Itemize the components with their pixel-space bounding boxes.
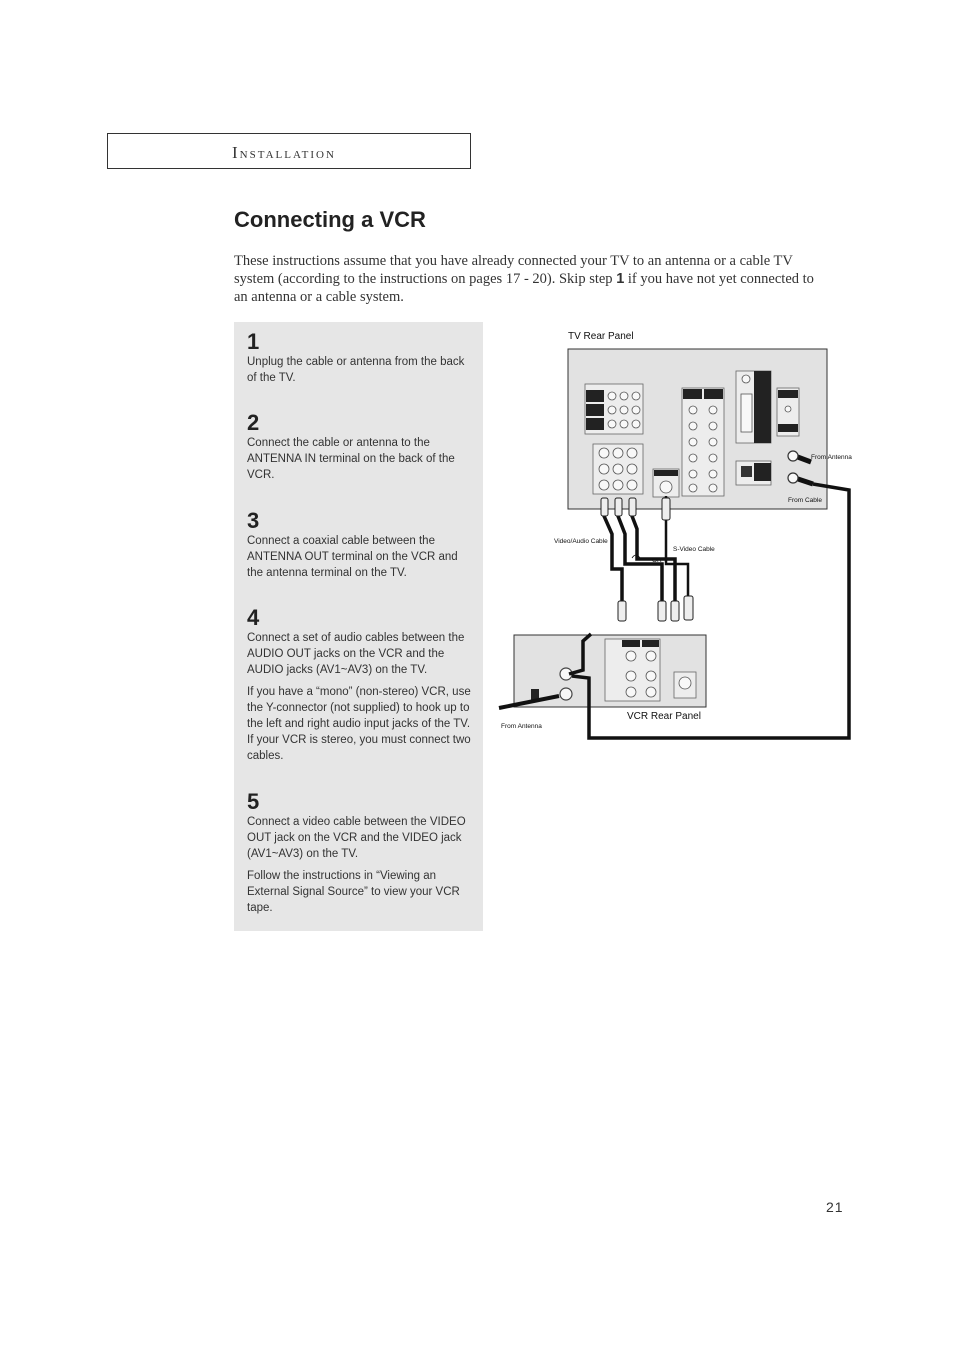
step-2	[247, 412, 475, 483]
steps-panel	[234, 322, 483, 931]
step-4	[247, 607, 475, 764]
tv-antenna-terminals	[777, 388, 799, 436]
vcr-s-video-out-jack	[674, 672, 696, 698]
step-text: Connect a video cable between the VIDEO OUT jack on the VCR and the VIDEO jack (AV1~AV3) on the TV.	[247, 816, 466, 860]
vcr-side-plugs	[618, 596, 693, 621]
vcr-rear-panel-label: VCR Rear Panel	[627, 711, 701, 722]
page-title: Connecting a VCR	[234, 207, 426, 232]
intro-text-end: if you have not yet connected to an antenna or a cable system.	[234, 271, 814, 305]
step-5	[247, 791, 475, 916]
tv-monitor-port-block	[736, 371, 771, 443]
step-number: 1	[247, 329, 260, 354]
tv-optical-port	[736, 461, 771, 485]
step-text: Unplug the cable or antenna from the back of the TV.	[247, 356, 465, 384]
step-1	[247, 331, 475, 386]
step-text: Connect a coaxial cable between the ANTENNA OUT terminal on the VCR and the antenna terminal on the TV.	[247, 535, 458, 579]
from-antenna-label-tv: From Antenna	[811, 454, 852, 461]
step-number: 4	[247, 605, 260, 630]
step-number: 3	[247, 508, 260, 533]
step-number: 5	[247, 789, 260, 814]
video-audio-cable-label: Video/Audio Cable	[554, 538, 608, 545]
tv-s-video-jack	[653, 469, 679, 497]
step-3	[247, 510, 475, 581]
tv-av-jack-grid	[593, 444, 643, 494]
s-video-cable-label: S-Video Cable	[673, 546, 715, 553]
intro-paragraph	[234, 252, 814, 306]
step-text: Connect a set of audio cables between the AUDIO OUT jacks on the VCR and the AUDIO jacks (AV1~AV3) on the TV.	[247, 632, 465, 676]
tv-input-jack-block-left	[585, 384, 643, 434]
section-label: Installation	[232, 143, 336, 162]
intro-step-ref: 1	[616, 271, 625, 287]
or-label: OR	[652, 557, 662, 564]
vcr-av-jack-block	[605, 639, 660, 701]
from-antenna-label-vcr: From Antenna	[501, 723, 542, 730]
page-number: 21	[826, 1199, 844, 1215]
tv-rear-panel-label: TV Rear Panel	[568, 331, 634, 342]
connection-diagram	[495, 326, 860, 746]
step-note: Follow the instructions in “Viewing an External Signal Source” to view your VCR tape.	[247, 870, 460, 914]
tv-component-jack-block	[682, 388, 724, 496]
step-note: If you have a “mono” (non-stereo) VCR, use the Y-connector (not supplied) to hook up to the left and right audio input jacks of the TV. If your VCR is stereo, you must connect two cables.	[247, 686, 471, 762]
step-number: 2	[247, 410, 260, 435]
intro-text-start: These instructions assume that you have already connected your TV to an antenna or a cable TV system (according to the instructions on pages 17 - 20). Skip step	[234, 253, 793, 287]
step-text: Connect the cable or antenna to the ANTENNA IN terminal on the back of the VCR.	[247, 437, 455, 481]
from-cable-label: From Cable	[788, 497, 822, 504]
section-header-box	[107, 133, 471, 169]
